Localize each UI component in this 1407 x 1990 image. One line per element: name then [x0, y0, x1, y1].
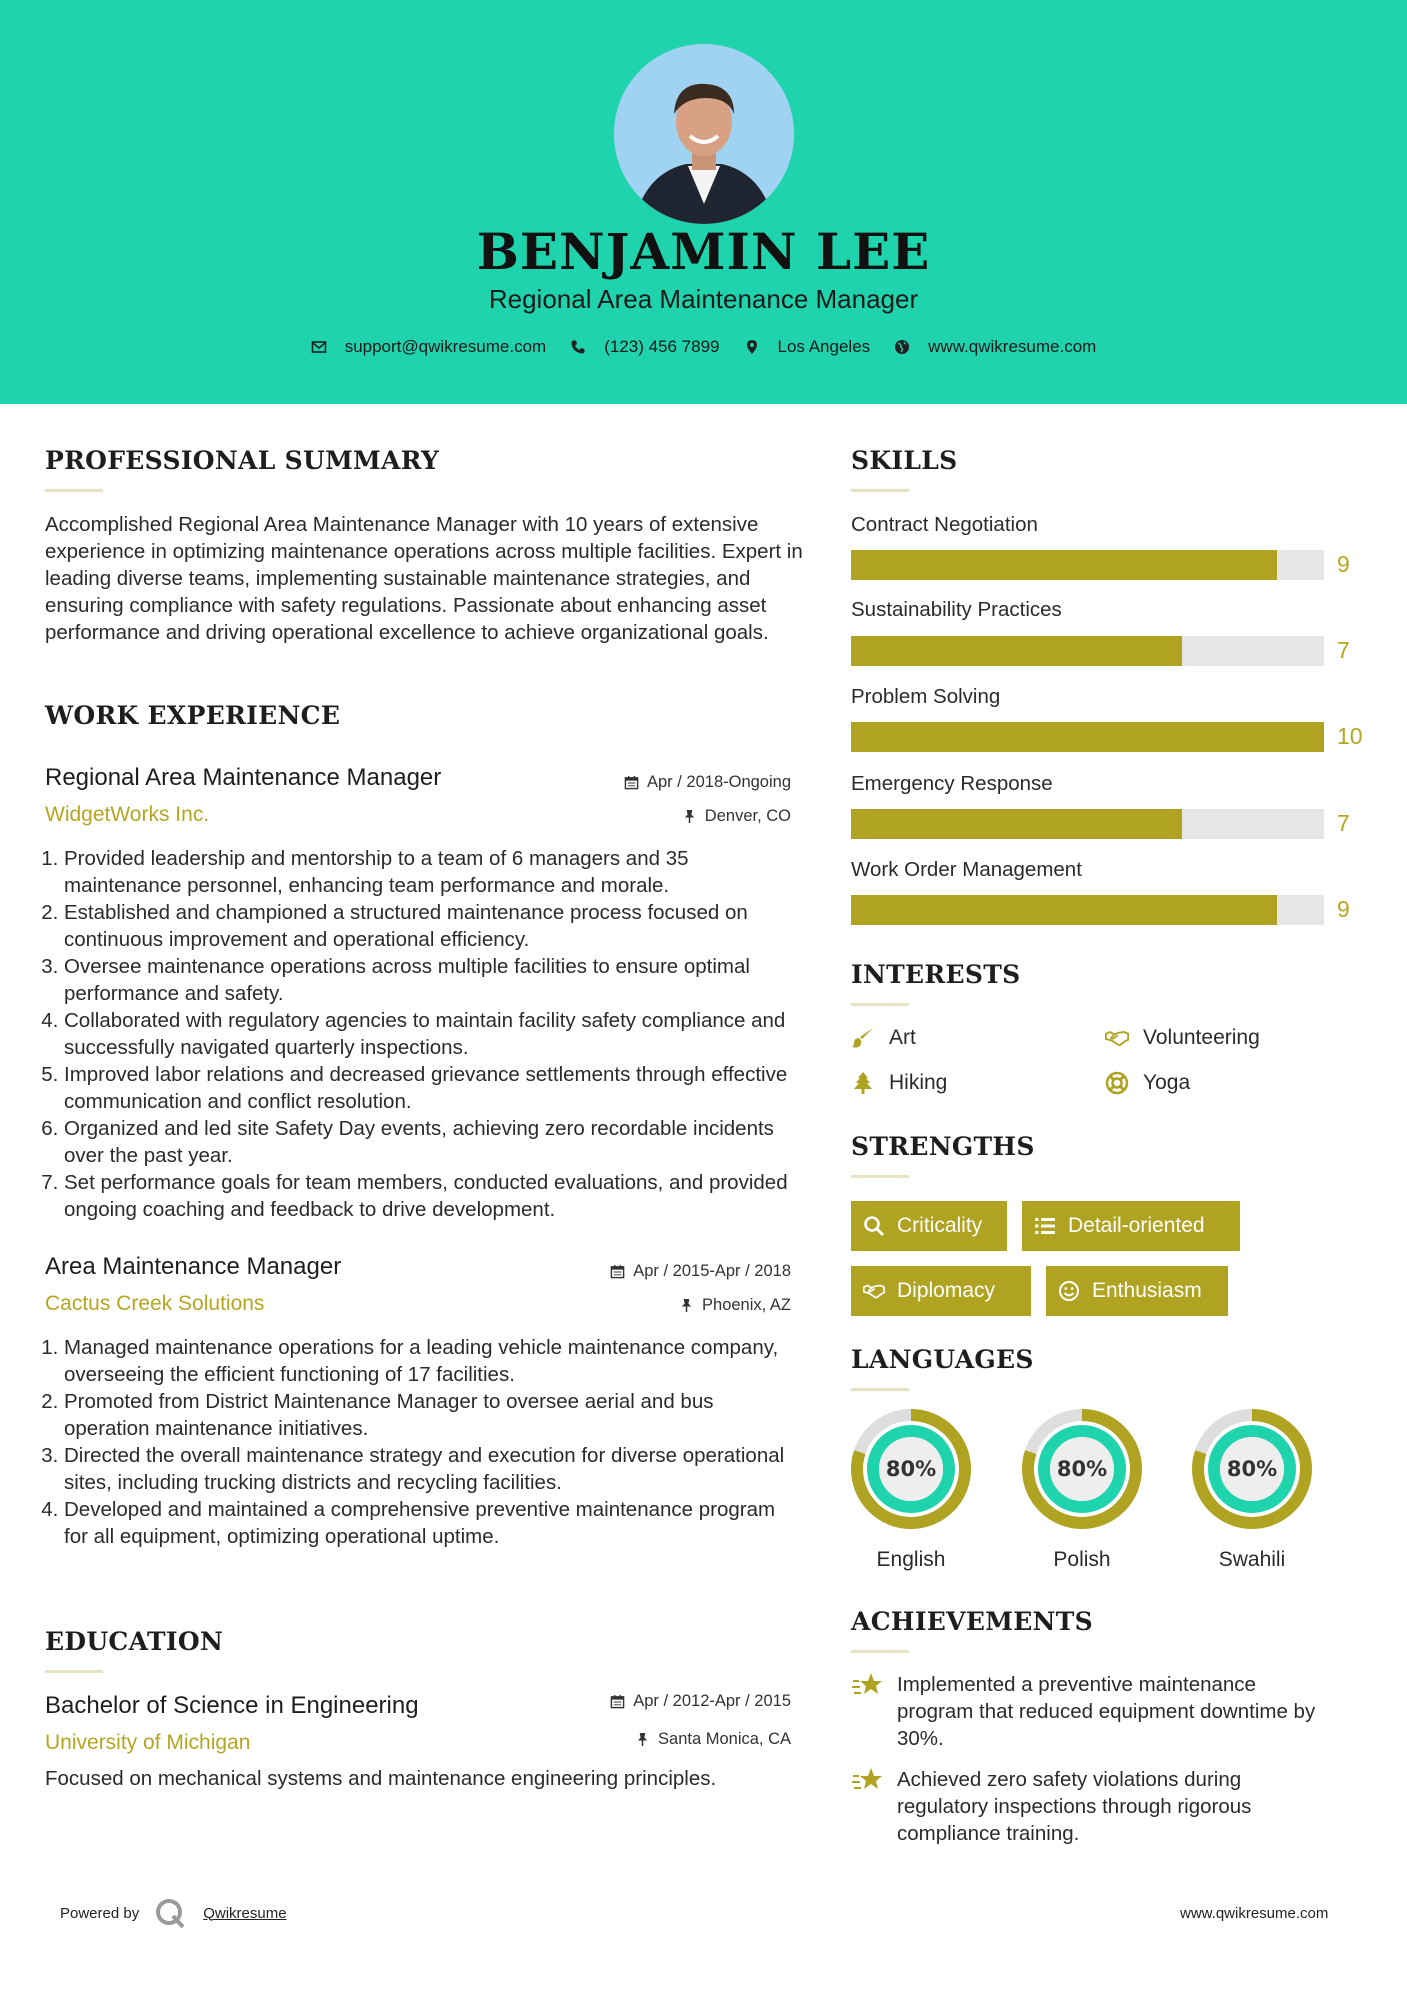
interests-rule — [851, 1003, 909, 1006]
smile-icon — [1058, 1280, 1080, 1302]
skill-bar-fill — [851, 809, 1182, 839]
skill-bar-fill — [851, 636, 1182, 666]
language-item — [1021, 1408, 1143, 1572]
list-item: 4. Developed and maintained a comprehensive preventive maintenance program for all equipment, optimizing operational uptime. — [64, 1496, 800, 1550]
degree-title: Bachelor of Science in Engineering — [45, 1692, 419, 1719]
language-percent: 80% — [885, 1457, 937, 1481]
contact-location — [744, 337, 871, 357]
map-pin-icon — [744, 339, 760, 355]
skill-value: 7 — [1337, 810, 1350, 836]
pushpin-icon — [682, 809, 697, 824]
experience-heading: WORK EXPERIENCE — [45, 701, 341, 730]
language-ring — [1021, 1408, 1143, 1530]
calendar-icon — [610, 1694, 625, 1709]
skill-label: Contract Negotiation — [851, 513, 1038, 536]
tree-icon — [851, 1071, 875, 1095]
globe-icon — [894, 339, 910, 355]
skill-label: Emergency Response — [851, 772, 1053, 795]
strength-tag: Diplomacy — [851, 1266, 1031, 1316]
paintbrush-icon — [851, 1026, 875, 1050]
skill-value: 7 — [1337, 637, 1350, 663]
footer-powered-by: Powered by Qwikresume — [60, 1896, 287, 1930]
language-item — [850, 1408, 972, 1572]
strength-tag: Criticality — [851, 1201, 1007, 1251]
achievements-rule — [851, 1650, 909, 1653]
email-text: support@qwikresume.com — [344, 337, 547, 356]
contact-phone[interactable] — [570, 337, 719, 357]
list-item: 4. Collaborated with regulatory agencies to maintain facility safety compliance and successfully navigated quarterly inspections. — [64, 1007, 800, 1061]
achievement-item: Achieved zero safety violations during regulatory inspections through rigorous compliance training. — [851, 1766, 1331, 1847]
contact-website[interactable] — [894, 337, 1096, 357]
website-text: www.qwikresume.com — [928, 337, 1097, 356]
interest-yoga: Yoga — [1105, 1071, 1190, 1095]
language-item — [1191, 1408, 1313, 1572]
job-dates: Apr / 2018-Ongoing — [540, 773, 791, 792]
language-name: English — [876, 1548, 946, 1571]
skill-bar-fill — [851, 722, 1324, 752]
job-location: Phoenix, AZ — [540, 1296, 791, 1315]
qwikresume-link[interactable]: Qwikresume — [203, 1904, 287, 1922]
strengths-heading: STRENGTHS — [851, 1132, 1035, 1161]
avatar — [614, 44, 794, 224]
education-rule — [45, 1670, 103, 1673]
contact-bar — [0, 337, 1407, 357]
language-ring — [1191, 1408, 1313, 1530]
qwikresume-logo-icon — [153, 1896, 187, 1930]
candidate-name: BENJAMIN LEE — [476, 222, 931, 281]
job-dates: Apr / 2015-Apr / 2018 — [540, 1262, 791, 1281]
education-description: Focused on mechanical systems and maintenance engineering principles. — [45, 1767, 717, 1790]
interest-art: Art — [851, 1026, 916, 1050]
interest-volunteering: Volunteering — [1105, 1026, 1260, 1050]
search-icon — [863, 1215, 885, 1237]
achievement-item: Implemented a preventive maintenance program that reduced equipment downtime by 30%. — [851, 1671, 1331, 1752]
phone-text: (123) 456 7899 — [604, 337, 720, 356]
job-location: Denver, CO — [540, 807, 791, 826]
job-responsibilities — [45, 845, 800, 1223]
list-item: 7. Set performance goals for team members, conducted evaluations, and provided ongoing coaching and feedback to drive development. — [64, 1169, 800, 1223]
skill-bar — [851, 636, 1324, 666]
pushpin-icon — [635, 1732, 650, 1747]
interests-heading: INTERESTS — [851, 960, 1021, 989]
language-name: Swahili — [1218, 1548, 1286, 1571]
skill-value: 9 — [1337, 551, 1350, 577]
skill-bar-fill — [851, 895, 1277, 925]
handshake-icon — [1105, 1026, 1129, 1050]
skill-bar-fill — [851, 550, 1277, 580]
company-name: Cactus Creek Solutions — [45, 1292, 265, 1315]
languages-heading: LANGUAGES — [851, 1345, 1034, 1374]
footer-url[interactable]: www.qwikresume.com — [1180, 1905, 1329, 1922]
summary-heading: PROFESSIONAL SUMMARY — [45, 446, 440, 475]
skill-bar — [851, 550, 1324, 580]
skill-label: Problem Solving — [851, 685, 1001, 708]
skill-bar — [851, 722, 1324, 752]
list-item: 3. Oversee maintenance operations across multiple facilities to ensure optimal performance and safety. — [64, 953, 800, 1007]
list-icon — [1034, 1215, 1056, 1237]
skill-bar — [851, 809, 1324, 839]
handshake-icon — [863, 1280, 885, 1302]
lifebuoy-icon — [1105, 1071, 1129, 1095]
education-location: Santa Monica, CA — [540, 1730, 791, 1749]
phone-icon — [570, 339, 586, 355]
star-badge-icon — [851, 1764, 885, 1798]
skill-bar — [851, 895, 1324, 925]
skill-label: Sustainability Practices — [851, 598, 1062, 621]
list-item: 2. Promoted from District Maintenance Manager to oversee aerial and bus operation maintenance initiatives. — [64, 1388, 800, 1442]
interest-hiking: Hiking — [851, 1071, 947, 1095]
pushpin-icon — [679, 1298, 694, 1313]
education-dates: Apr / 2012-Apr / 2015 — [540, 1692, 791, 1711]
list-item: 5. Improved labor relations and decreased grievance settlements through effective communication and conflict resolution. — [64, 1061, 800, 1115]
calendar-icon — [624, 775, 639, 790]
list-item: 1. Provided leadership and mentorship to a team of 6 managers and 35 maintenance personnel, enhancing team performance and morale. — [64, 845, 800, 899]
languages-rule — [851, 1388, 909, 1391]
education-heading: EDUCATION — [45, 1627, 224, 1656]
resume-header — [0, 0, 1407, 404]
language-ring — [850, 1408, 972, 1530]
envelope-icon — [311, 339, 327, 355]
list-item: 6. Organized and led site Safety Day events, achieving zero recordable incidents over the past year. — [64, 1115, 800, 1169]
contact-email[interactable] — [311, 337, 547, 357]
calendar-icon — [610, 1264, 625, 1279]
list-item: 1. Managed maintenance operations for a leading vehicle maintenance company, overseeing the efficient functioning of 17 facilities. — [64, 1334, 800, 1388]
list-item: 2. Established and championed a structured maintenance process focused on continuous improvement and operational efficiency. — [64, 899, 800, 953]
location-text: Los Angeles — [777, 337, 871, 356]
strengths-rule — [851, 1175, 909, 1178]
list-item: 3. Directed the overall maintenance strategy and execution for diverse operational sites, including trucking districts and recycling facilities. — [64, 1442, 800, 1496]
skill-value: 9 — [1337, 896, 1350, 922]
job-responsibilities — [45, 1334, 800, 1550]
company-name: WidgetWorks Inc. — [45, 803, 210, 826]
language-percent: 80% — [1226, 1457, 1278, 1481]
skills-rule — [851, 489, 909, 492]
summary-text: Accomplished Regional Area Maintenance Manager with 10 years of extensive experience in optimizing maintenance operations across multiple facilities. Expert in leading diverse teams, implementing sustainable maintenance strategies, and ensuring compliance with safety regulations. Passionate about enhancing asset performance and driving operational excellence to achieve organizational goals. — [45, 513, 803, 644]
achievements-heading: ACHIEVEMENTS — [851, 1607, 1093, 1636]
language-percent: 80% — [1056, 1457, 1108, 1481]
skill-value: 10 — [1337, 723, 1363, 749]
job-title: Area Maintenance Manager — [45, 1253, 342, 1280]
school-name: University of Michigan — [45, 1731, 251, 1754]
skill-label: Work Order Management — [851, 858, 1082, 881]
summary-rule — [45, 489, 103, 492]
strength-tag: Enthusiasm — [1046, 1266, 1228, 1316]
star-badge-icon — [851, 1669, 885, 1703]
strength-tag: Detail-oriented — [1022, 1201, 1240, 1251]
skills-heading: SKILLS — [851, 446, 958, 475]
candidate-title: Regional Area Maintenance Manager — [488, 284, 919, 314]
job-title: Regional Area Maintenance Manager — [45, 764, 442, 791]
language-name: Polish — [1053, 1548, 1111, 1571]
